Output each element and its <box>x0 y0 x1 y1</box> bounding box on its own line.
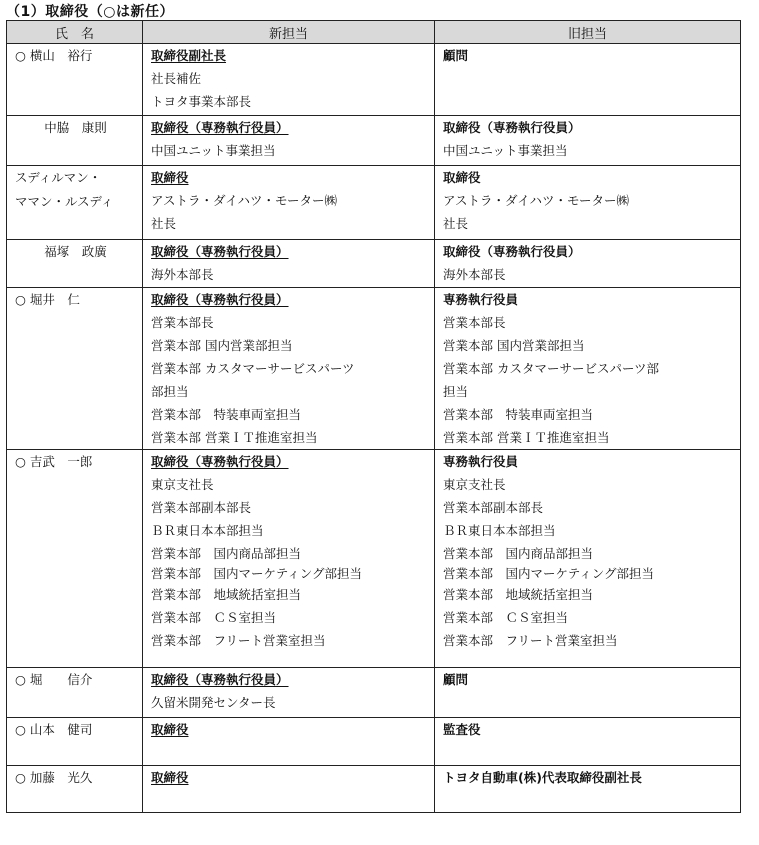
new-role-detail: アストラ・ダイハツ・モーター㈱ <box>151 193 338 208</box>
person-name-cell <box>7 668 143 718</box>
old-role-detail: 東京支社長 <box>443 477 506 492</box>
new-role-detail: 営業本部 ＣＳ室担当 <box>151 610 277 625</box>
old-role-cell <box>435 44 741 116</box>
old-role-title: 取締役 <box>443 170 481 185</box>
old-role-detail: 営業本部 国内商品部担当 <box>443 546 594 561</box>
new-role-detail: 部担当 <box>151 384 189 399</box>
person-name-line: 中脇 康則 <box>44 120 107 135</box>
old-role-detail: 中国ユニット事業担当 <box>443 143 568 158</box>
column-header-name: 氏 名 <box>7 21 143 44</box>
new-role-detail: 社長補佐 <box>151 71 202 86</box>
person-name-cell <box>7 240 143 288</box>
new-role-cell <box>143 166 435 240</box>
new-role-cell <box>143 766 435 813</box>
old-role-cell <box>435 450 741 668</box>
new-role-title: 取締役（専務執行役員） <box>151 454 289 469</box>
new-role-detail: 久留米開発センター長 <box>151 695 276 710</box>
old-role-detail: 海外本部長 <box>443 267 506 282</box>
new-role-cell <box>143 116 435 166</box>
person-name-line: スディルマン・ <box>15 170 102 185</box>
old-role-detail: 営業本部長 <box>443 315 506 330</box>
new-role-title: 取締役 <box>151 722 189 737</box>
old-role-cell <box>435 288 741 450</box>
new-role-cell <box>143 44 435 116</box>
table-row <box>7 240 741 288</box>
table-row <box>7 288 741 450</box>
new-role-detail: 中国ユニット事業担当 <box>151 143 276 158</box>
person-name-line: ○ 堀 信介 <box>15 672 93 687</box>
old-role-title: 取締役（専務執行役員） <box>443 244 581 259</box>
old-role-title: 顧問 <box>443 48 469 63</box>
person-name-line: ○ 山本 健司 <box>15 722 93 737</box>
person-name-cell <box>7 450 143 668</box>
person-name-line: ○ 吉武 一郎 <box>15 454 93 469</box>
new-role-title: 取締役 <box>151 770 189 785</box>
person-name-line: ○ 加藤 光久 <box>15 770 93 785</box>
new-role-detail: 営業本部 国内マーケティング部担当 <box>151 566 363 581</box>
new-role-detail: 営業本部 営業ＩＴ推進室担当 <box>151 430 318 445</box>
old-role-title: 監査役 <box>443 722 481 737</box>
old-role-detail: 営業本部 ＣＳ室担当 <box>443 610 569 625</box>
new-role-detail: 営業本部 カスタマーサービスパーツ <box>151 361 355 376</box>
old-role-detail: ＢＲ東日本本部担当 <box>443 523 556 538</box>
new-role-cell <box>143 288 435 450</box>
column-header-new-role: 新担当 <box>143 21 435 44</box>
table-row <box>7 668 741 718</box>
old-role-cell <box>435 166 741 240</box>
table-row <box>7 718 741 766</box>
new-role-detail: ＢＲ東日本本部担当 <box>151 523 264 538</box>
table-row <box>7 44 741 116</box>
new-role-detail: 営業本部長 <box>151 315 214 330</box>
person-name-cell <box>7 288 143 450</box>
old-role-detail: 営業本部 営業ＩＴ推進室担当 <box>443 430 610 445</box>
old-role-detail: 営業本部 カスタマーサービスパーツ部 <box>443 361 659 376</box>
director-appointment-table <box>6 20 741 813</box>
new-role-detail: 営業本部 国内営業部担当 <box>151 338 293 353</box>
column-header-old-role: 旧担当 <box>435 21 741 44</box>
new-role-detail: 社長 <box>151 216 177 231</box>
new-role-detail: 営業本部 特装車両室担当 <box>151 407 302 422</box>
new-role-title: 取締役（専務執行役員） <box>151 292 289 307</box>
old-role-title: 顧問 <box>443 672 469 687</box>
new-role-cell <box>143 668 435 718</box>
old-role-cell <box>435 116 741 166</box>
old-role-detail: 営業本部 フリート営業室担当 <box>443 633 618 648</box>
new-role-cell <box>143 450 435 668</box>
person-name-line: 福塚 政廣 <box>44 244 107 259</box>
person-name-line: ママン・ルスディ <box>15 194 114 209</box>
table-row <box>7 116 741 166</box>
table-row <box>7 766 741 813</box>
new-role-detail: 営業本部副本部長 <box>151 500 252 515</box>
old-role-detail: 営業本部 国内マーケティング部担当 <box>443 566 655 581</box>
table-header-row <box>7 21 741 44</box>
old-role-detail: 担当 <box>443 384 469 399</box>
person-name-cell <box>7 718 143 766</box>
new-role-detail: 営業本部 地域統括室担当 <box>151 587 302 602</box>
person-name-cell <box>7 44 143 116</box>
new-role-title: 取締役（専務執行役員） <box>151 120 289 135</box>
old-role-cell <box>435 668 741 718</box>
old-role-title: 専務執行役員 <box>443 454 519 469</box>
person-name-line: ○ 堀井 仁 <box>15 292 80 307</box>
person-name-line: ○ 横山 裕行 <box>15 48 93 63</box>
old-role-cell <box>435 718 741 766</box>
new-role-detail: 営業本部 国内商品部担当 <box>151 546 302 561</box>
old-role-detail: 営業本部 地域統括室担当 <box>443 587 594 602</box>
table-row <box>7 450 741 668</box>
old-role-detail: アストラ・ダイハツ・モーター㈱ <box>443 193 630 208</box>
old-role-cell <box>435 240 741 288</box>
old-role-title: トヨタ自動車(株)代表取締役副社長 <box>443 770 642 785</box>
new-role-detail: 営業本部 フリート営業室担当 <box>151 633 326 648</box>
new-role-title: 取締役（専務執行役員） <box>151 244 289 259</box>
new-role-title: 取締役（専務執行役員） <box>151 672 289 687</box>
new-role-title: 取締役 <box>151 170 189 185</box>
person-name-cell <box>7 116 143 166</box>
new-role-detail: 東京支社長 <box>151 477 214 492</box>
person-name-cell <box>7 766 143 813</box>
section-heading: （1）取締役（○は新任） <box>6 4 174 20</box>
person-name-cell <box>7 166 143 240</box>
new-role-detail: 海外本部長 <box>151 267 214 282</box>
old-role-detail: 社長 <box>443 216 469 231</box>
old-role-detail: 営業本部副本部長 <box>443 500 544 515</box>
old-role-title: 専務執行役員 <box>443 292 519 307</box>
old-role-detail: 営業本部 特装車両室担当 <box>443 407 594 422</box>
old-role-cell <box>435 766 741 813</box>
old-role-detail: 営業本部 国内営業部担当 <box>443 338 585 353</box>
new-role-cell <box>143 718 435 766</box>
old-role-title: 取締役（専務執行役員） <box>443 120 581 135</box>
new-role-title: 取締役副社長 <box>151 48 227 63</box>
new-role-cell <box>143 240 435 288</box>
new-role-detail: トヨタ事業本部長 <box>151 94 252 109</box>
table-row <box>7 166 741 240</box>
